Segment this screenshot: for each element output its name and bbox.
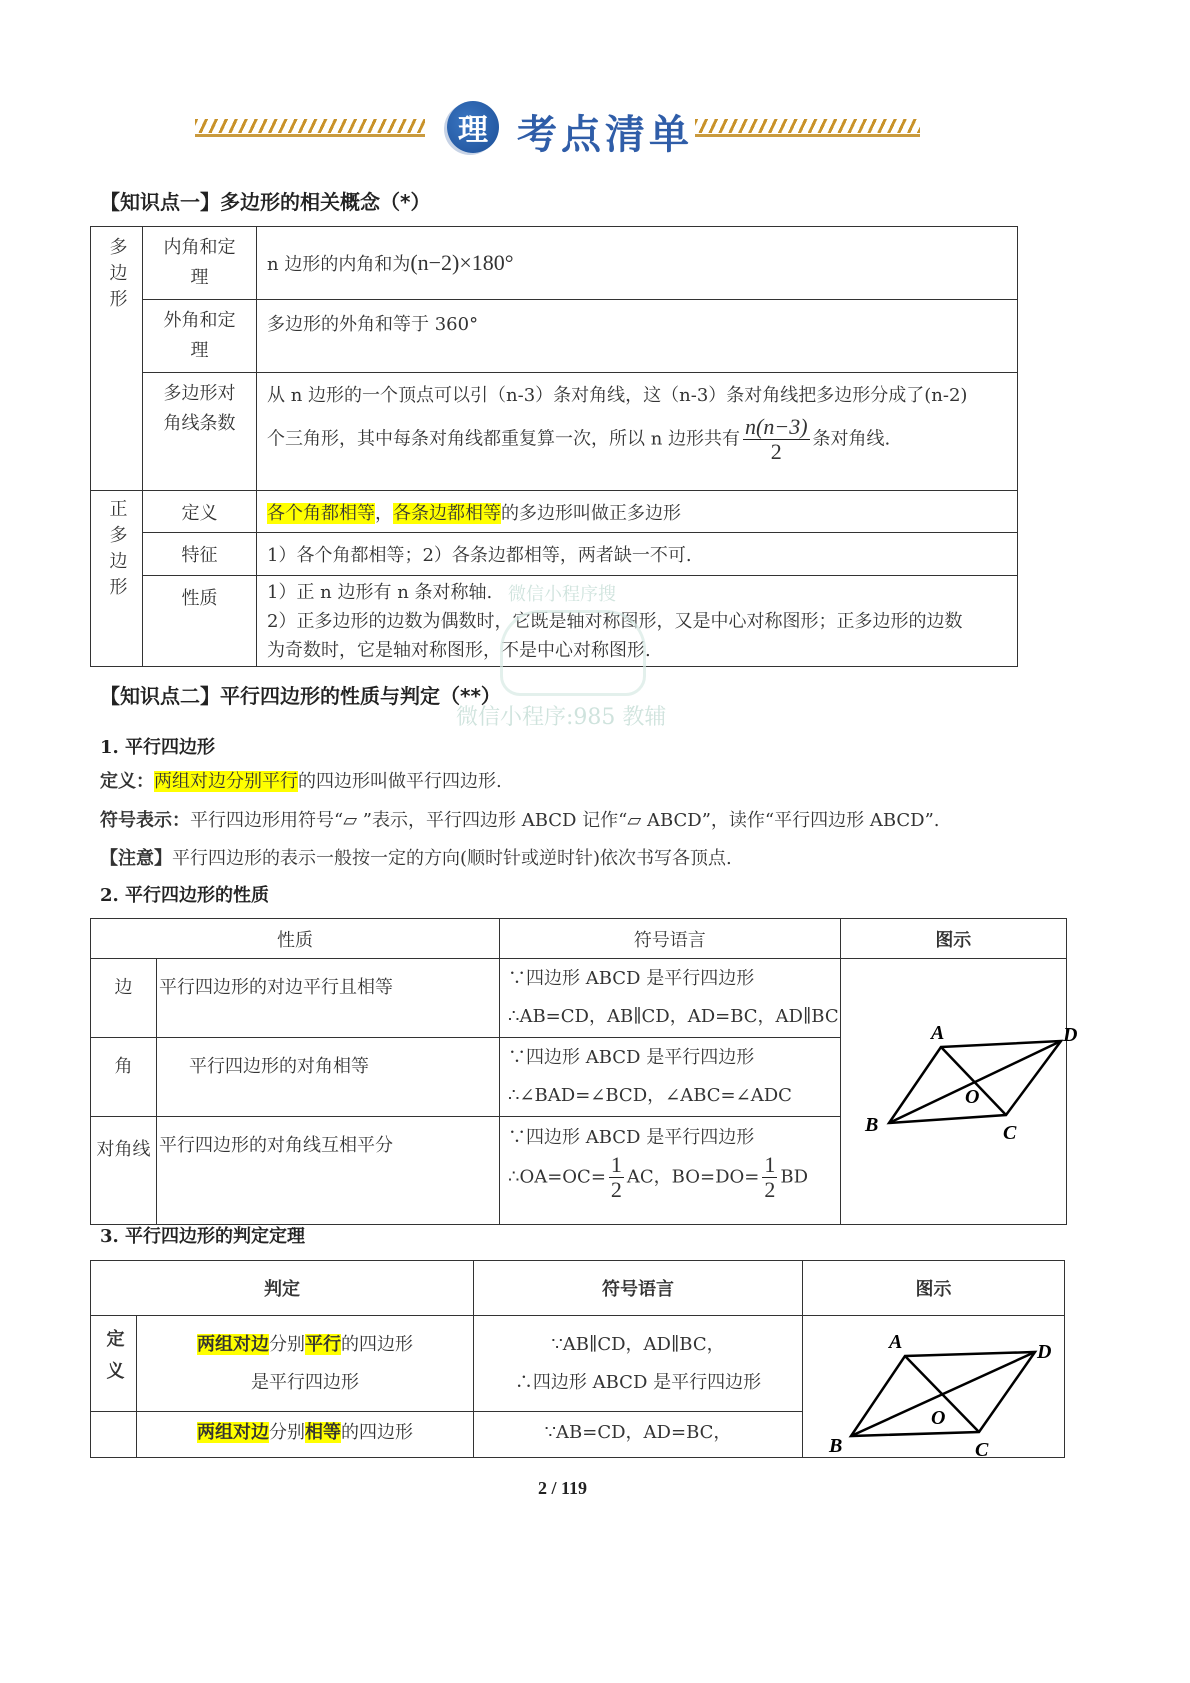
svg-text:B: B [864,1114,878,1136]
watermark-logo [500,610,646,696]
svg-text:D: D [1037,1341,1052,1363]
row-label-exterior-angle: 外角和定理 [143,300,257,373]
regular-definition-content: 各个角都相等，各条边都相等的多边形叫做正多边形 [257,491,1018,533]
parallelogram-properties-table [90,918,1078,1225]
group-label-polygon: 多边形 [91,227,143,491]
parallelogram-definition: 定义：两组对边分别平行的四边形叫做平行四边形. [100,771,502,792]
left-stripe-decoration [195,115,425,137]
interior-angle-content: n 边形的内角和为(n−2)×180° [257,227,1018,300]
interior-angle-formula: (n−2)×180° [410,250,514,275]
exterior-angle-content: 多边形的外角和等于 360° [257,300,1018,373]
subsection3-title: 3. 平行四边形的判定定理 [100,1226,306,1247]
header-judgement: 判定 [91,1261,474,1316]
group-label-regular-polygon: 正多边形 [91,491,143,667]
diagonals-content: 从 n 边形的一个顶点可以引（n-3）条对角线，这（n-3）条对角线把多边形分成了(n-2) 个三角形，其中每条对角线都重复算一次，所以 n 边形共有 $\frac{n(n-3)}{2}$ 条对角线. [257,373,1018,491]
svg-text:C: C [1002,1122,1016,1144]
sym-diagonal: ∵四边形 ABCD 是平行四边形 ∴OA=OC= $\frac{1}{2}$ AC，BO=DO= $\frac{1}{2}$ BD [500,1117,841,1225]
watermark-line1: 微信小程序搜 [508,584,616,605]
section1-title: 【知识点一】多边形的相关概念（*） [100,190,431,214]
svg-text:A: A [930,1022,944,1044]
subsection2-title: 2. 平行四边形的性质 [100,885,270,906]
header-figure-2: 图示 [803,1261,1065,1316]
header-property: 性质 [91,919,500,959]
sym-angle: ∵四边形 ABCD 是平行四边形 ∴∠BAD=∠BCD，∠ABC=∠ADC [500,1038,841,1117]
desc-side: 平行四边形的对边平行且相等 [157,959,500,1038]
row-label-definition: 定义 [143,491,257,533]
cat-definition: 定义 [91,1316,137,1412]
watermark-line2: 微信小程序:985 教辅 [456,705,667,730]
svg-text:A: A [889,1331,903,1353]
parallelogram-figure [851,1019,1101,1169]
svg-text:O: O [931,1407,946,1429]
regular-feature-content: 1）各个角都相等；2）各条边都相等，两者缺一不可. [257,533,1018,576]
page-number: 2 / 119 [538,1478,588,1498]
banner-title: 考点清单 [517,111,693,158]
right-stripe-decoration [695,115,920,137]
parallelogram-figure-2 [813,1326,1063,1466]
logo-badge [447,101,499,153]
half-fraction: $\frac{1}{2}$ [764,1152,776,1203]
judge-definition: 两组对边分别平行的四边形 是平行四边形 [137,1316,474,1412]
figure-cell-judgement [803,1316,1065,1461]
desc-angle: 平行四边形的对角相等 [157,1038,500,1117]
regular-property-content: 1）正 n 边形有 n 条对称轴. 2）正多边形的边数为偶数时，它既是轴对称图形，又是中心对称图形；正多边形的边数 为奇数时，它是轴对称图形，不是中心对称图形. [257,576,1018,667]
cat-angle: 角 [91,1038,157,1117]
section2-title: 【知识点二】平行四边形的性质与判定（**） [100,684,501,708]
row-label-interior-angle: 内角和定理 [143,227,257,300]
logo-char: 理 [458,113,488,148]
judge-definition-symbolic: ∵AB∥CD，AD∥BC， ∴四边形 ABCD 是平行四边形 [474,1316,803,1412]
row-label-diagonals: 多边形对角线条数 [143,373,257,491]
header-figure: 图示 [840,919,1066,959]
sym-side: ∵四边形 ABCD 是平行四边形 ∴AB=CD，AB∥CD，AD=BC，AD∥BC [500,959,841,1038]
desc-diagonal: 平行四边形的对角线互相平分 [157,1117,500,1225]
header-symbolic-2: 符号语言 [474,1261,803,1316]
row-label-feature: 特征 [143,533,257,576]
svg-text:C: C [975,1439,989,1461]
judge-equal-sides-symbolic: ∵AB=CD，AD=BC， [474,1412,803,1458]
cat-empty [91,1412,137,1458]
subsection1-title: 1. 平行四边形 [100,737,216,758]
diagonal-count-fraction: $\frac{n(n-3)}{2}$ [745,414,808,465]
row-label-property: 性质 [143,576,257,667]
header-banner [195,95,925,165]
parallelogram-judgement-table [90,1260,1065,1461]
parallelogram-symbol: 符号表示：平行四边形用符号“▱ ”表示，平行四边形 ABCD 记作“▱ ABCD”，读作“平行四边形 ABCD”. [100,810,940,831]
cat-diagonal: 对角线 [91,1117,157,1225]
cat-side: 边 [91,959,157,1038]
svg-text:O: O [964,1086,980,1108]
half-fraction: $\frac{1}{2}$ [610,1152,622,1203]
header-symbolic: 符号语言 [500,919,841,959]
parallelogram-note: 【注意】平行四边形的表示一般按一定的方向(顺时针或逆时针)依次书写各顶点. [100,848,732,869]
svg-text:B: B [829,1435,843,1457]
figure-cell-properties [840,959,1078,1225]
svg-text:D: D [1062,1024,1078,1046]
judge-equal-sides: 两组对边分别相等的四边形 [137,1412,474,1458]
